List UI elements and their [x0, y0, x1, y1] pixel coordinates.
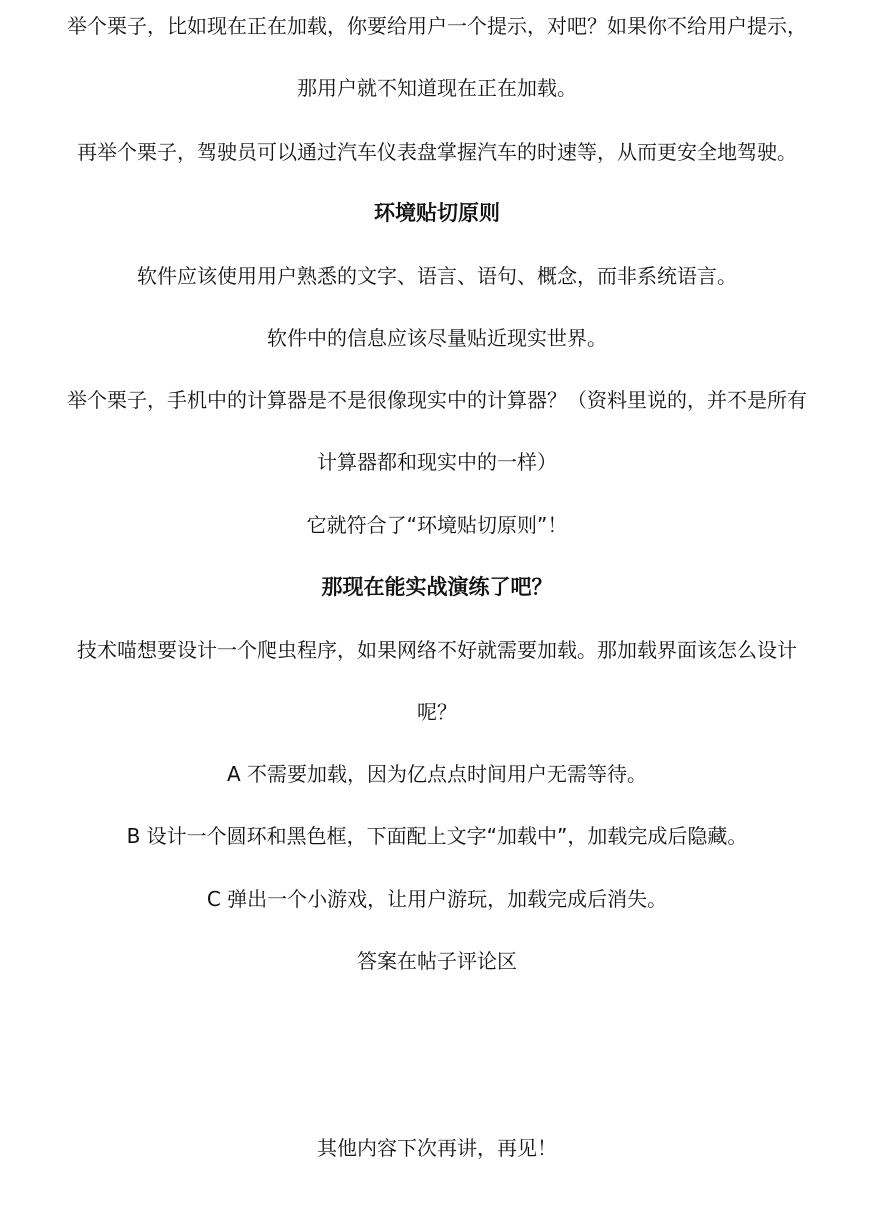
answer-note: 答案在帖子评论区 — [357, 949, 517, 973]
question-line1: 技术喵想要设计一个爬虫程序，如果网络不好就需要加载。那加载界面该怎么设计 — [77, 638, 797, 662]
paragraph-example-line2: 那用户就不知道现在正在加载。 — [297, 76, 577, 100]
paragraph-example-line1: 举个栗子，比如现在正在加载，你要给用户一个提示，对吧？如果你不给用户提示， — [67, 14, 807, 38]
paragraph-environment-3-line1: 举个栗子，手机中的计算器是不是很像现实中的计算器？（资料里说的，并不是所有 — [67, 388, 807, 412]
paragraph-example-second: 再举个栗子，驾驶员可以通过汽车仪表盘掌握汽车的时速等，从而更安全地驾驶。 — [77, 140, 797, 164]
closing-text: 其他内容下次再讲，再见！ — [317, 1136, 557, 1160]
option-c: C 弹出一个小游戏，让用户游玩，加载完成后消失。 — [206, 887, 668, 911]
paragraph-environment-4: 它就符合了“环境贴切原则”！ — [306, 513, 568, 537]
option-b: B 设计一个圆环和黑色框，下面配上文字“加载中”，加载完成后隐藏。 — [126, 824, 748, 848]
paragraph-environment-1: 软件应该使用用户熟悉的文字、语言、语句、概念，而非系统语言。 — [137, 264, 737, 288]
heading-environment-principle: 环境贴切原则 — [374, 201, 500, 225]
paragraph-environment-3-line2: 计算器都和现实中的一样） — [317, 450, 557, 474]
option-a: A 不需要加载，因为亿点点时间用户无需等待。 — [226, 762, 648, 786]
question-line2: 呢？ — [417, 700, 457, 724]
heading-practice: 那现在能实战演练了吧？ — [321, 575, 553, 599]
paragraph-environment-2: 软件中的信息应该尽量贴近现实世界。 — [267, 326, 607, 350]
